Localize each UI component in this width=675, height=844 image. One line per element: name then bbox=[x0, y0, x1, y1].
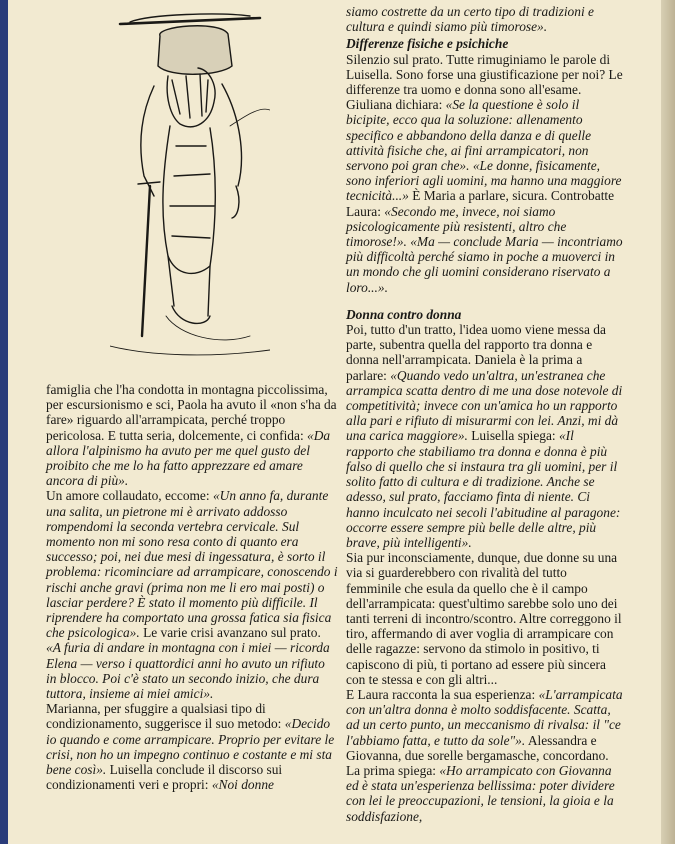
paragraph: Silenzio sul prato. Tutte rimuginiamo le parole di Luisella. Sono forse una giustificazione per noi? Le differenze tra uomo e donna sono all'esame. bbox=[346, 51, 623, 98]
left-paragraph: famiglia che l'ha condotta in montagna piccolissima, per escursionismo e sci, Paola ha avuto il «non s'ha da fare» riguardo all'arrampicata, perché troppo pericolosa. E tutta seria, dolcemente, ci confida: «Da allora l'alpinismo ha avuto per me quel gusto del proibito che me lo ha fatto apprezzare ed amare ancora di più». bbox=[46, 382, 337, 489]
paragraph: Sia pur inconsciamente, dunque, due donne su una via si guarderebbero con rivalità del tutto femminile che esula da quello che è il campo dell'arrampicata: quest'ultimo sarebbe solo uno dei tanti terreni di incontro/scontro. Altre correggono il tiro, affermando di aver voglia di arrampicare con delle ragazze: servono da stimolo in positivo, ti capiscono di più, ti portano ad essere più sincera con te stessa e con gli altri... bbox=[346, 550, 622, 687]
magazine-page bbox=[8, 0, 675, 844]
right-column bbox=[346, 4, 624, 824]
climber-illustration bbox=[110, 6, 270, 366]
page-edge bbox=[661, 0, 675, 844]
section-heading: Donna contro donna bbox=[346, 306, 462, 322]
paragraph: Giuliana dichiara: «Se la questione è solo il bicipite, ecco qua la soluzione: allenamento specifico e abbandono della danza e di quelle attività fisiche che, ai fini arrampicatori, non servono poi gran che». «Le donne, fisicamente, sono inferiori agli uomini, ma hanno una maggiore tecnicità...» È Maria a parlare, sicura. Controbatte Laura: «Secondo me, invece, noi siamo psicologicamente più resistenti, altro che timorose!». «Ma — conclude Maria — incontriamo più difficoltà perché siamo in poche a muoverci in un mondo che gli uomini considerano riservato a loro...». bbox=[346, 97, 623, 295]
left-paragraph: Un amore collaudato, eccome: «Un anno fa, durante una salita, un pietrone mi è arrivato addosso rompendomi la seconda vertebra cervicale. Sul momento non mi sono resa conto di quanto era successo; poi, nei due mesi di ingessatura, è sorto il problema: ricominciare ad arrampicare, conoscendo i rischi anche gravi (prima non me li ero mai posti) o lasciar perdere? È stato il momento più difficile. Il riprendere ha comportato una grossa fatica sia fisica che psicologica». Le varie crisi avanzano sul prato. «A furia di andare in montagna con i miei — ricorda Elena — verso i quattordici anni ho avuto un rifiuto in blocco. Poi c'è stato un secondo inizio, che dura tuttora, insieme ai miei amici». bbox=[46, 488, 338, 702]
left-paragraph: Marianna, per sfuggire a qualsiasi tipo di condizionamento, suggerisce il suo metodo: «Decido io quando e come arrampicare. Proprio per evitare le crisi, non ho un impegno continuo e costante e mi sta bene così». Luisella conclude il discorso sui condizionamenti veri e propri: «Noi donne bbox=[46, 701, 335, 793]
section-heading: Differenze fisiche e psichiche bbox=[346, 36, 509, 52]
continued-quote: siamo costrette da un certo tipo di tradizioni e cultura e quindi siamo più timorose». bbox=[346, 4, 594, 35]
paragraph: E Laura racconta la sua esperienza: «L'arrampicata con un'altra donna è molto soddisfacente. Scatta, ad un certo punto, un meccanismo di rivalsa: il "ce l'abbiamo fatta, e tutto da sole"». Alessandra e Giovanna, due sorelle bergamasche, concordano. La prima spiega: «Ho arrampicato con Giovanna ed è stata un'esperienza bellissima: poter dividere con lei le preoccupazioni, le tensioni, la gioia e la soddisfazione, bbox=[346, 686, 623, 824]
paragraph: Poi, tutto d'un tratto, l'idea uomo viene messa da parte, subentra quella del rapporto tra donna e donna nell'arrampicata. Daniela è la prima a parlare: «Quando vedo un'altra, un'estranea che arrampica scatta dentro di me una dose notevole di competitività; invece con un'amica ho un rapporto alla pari e rifiuto di misurarmi con lei. Anzi, mi dà una carica maggiore». Luisella spiega: «Il rapporto che stabiliamo tra donna e donna è più falso di quello che si instaura tra gli uomini, per il solito fatto di cultura e di tradizione. Anche se adesso, sul prato, facciamo finta di niente. Ci hanno inculcato nei secoli l'abitudine al paragone: occorre essere sempre più belle delle altre, più brave, più intelligenti». bbox=[346, 322, 623, 550]
left-column bbox=[46, 382, 338, 792]
